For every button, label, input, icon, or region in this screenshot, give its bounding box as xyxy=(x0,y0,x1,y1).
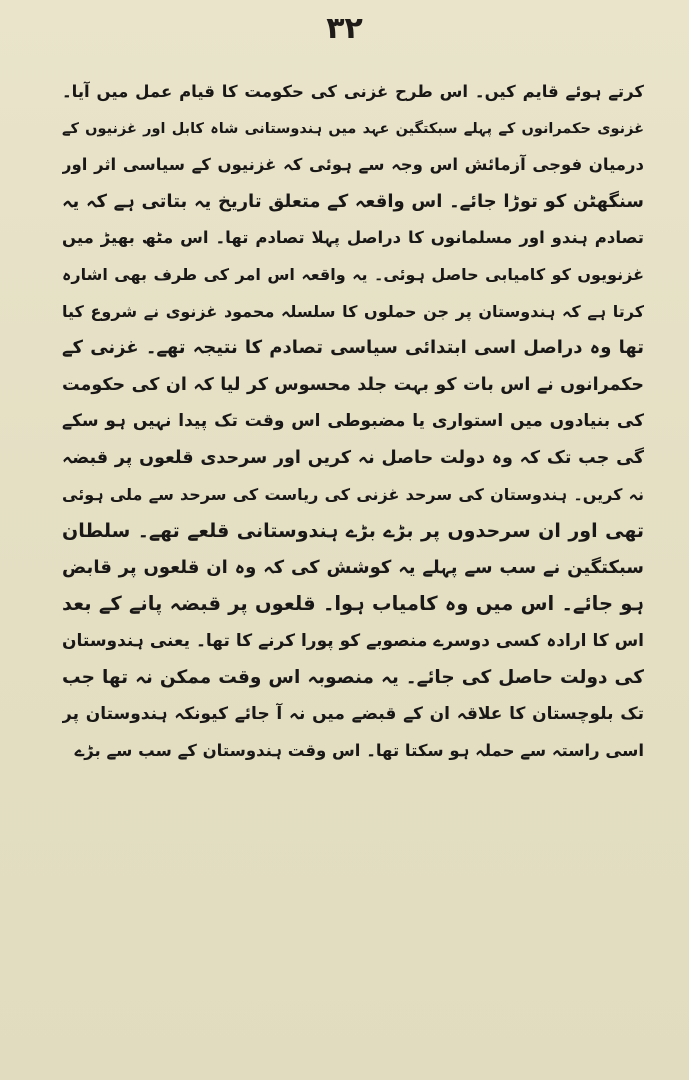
text-line: نہ کریں۔ ہندوستان کی سرحد غزنی کی ریاست کی سرحد سے ملی ہوئی xyxy=(62,484,644,504)
text-line: حکمرانوں نے اس بات کو بہت جلد محسوس کر لیا کہ ان کی حکومت xyxy=(62,374,644,395)
text-line: سبکتگین نے سب سے پہلے یہ کوشش کی کہ وہ ان قلعوں پر قابض xyxy=(62,556,644,578)
text-line: تک بلوچستان کا علاقہ ان کے قبضے میں نہ آ جائے کیونکہ ہندوستان پر xyxy=(62,704,644,725)
text-line: کرتے ہوئے قایم کیں۔ اس طرح غزنی کی حکومت کا قیام عمل میں آیا۔ xyxy=(62,82,644,101)
text-line: ہو جائے۔ اس میں وہ کامیاب ہوا۔ قلعوں پر قبضہ پانے کے بعد xyxy=(62,592,644,616)
text-line: گی جب تک کہ وہ دولت حاصل نہ کریں اور سرحدی قلعوں پر قبضہ xyxy=(62,447,644,468)
text-line: کرتا ہے کہ ہندوستان پر جن حملوں کا سلسلہ محمود غزنوی نے شروع کیا xyxy=(62,301,644,321)
text-line: اس کا ارادہ کسی دوسرے منصوبے کو پورا کرنے کا تھا۔ یعنی ہندوستان xyxy=(62,630,644,651)
text-line: تھا وہ دراصل اسی ابتدائی سیاسی تصادم کا نتیجہ تھے۔ غزنی کے xyxy=(62,337,644,359)
page-number: ۳۲ xyxy=(326,11,363,46)
text-line: غزنوی حکمرانوں کے پہلے سبکتگین عہد میں ہندوستانی شاہ کابل اور غزنیوں کے xyxy=(62,120,644,137)
text-line: تھی اور ان سرحدوں پر بڑے بڑے ہندوستانی قلعے تھے۔ سلطان xyxy=(62,520,644,543)
text-line: سنگھٹن کو توڑا جائے۔ اس واقعہ کے متعلق تاریخ یہ بتاتی ہے کہ یہ xyxy=(62,190,644,212)
text-line: کی دولت حاصل کی جائے۔ یہ منصوبہ اس وقت ممکن نہ تھا جب xyxy=(62,666,644,688)
text-line: غزنویوں کو کامیابی حاصل ہوئی۔ یہ واقعہ اس امر کی طرف بھی اشارہ xyxy=(62,264,644,284)
page-text xyxy=(62,74,644,769)
text-line: کی بنیادوں میں استواری یا مضبوطی اس وقت تک پیدا نہیں ہو سکے xyxy=(62,411,644,432)
text-line: تصادم ہندو اور مسلمانوں کا دراصل پہلا تصادم تھا۔ اس مٹھ بھیڑ میں xyxy=(62,228,644,248)
text-line: درمیان فوجی آزمائش اس وجہ سے ہوئی کہ غزنیوں کے سیاسی اثر اور xyxy=(62,155,644,175)
text-line: اسی راستہ سے حملہ ہو سکتا تھا۔ اس وقت ہندوستان کے سب سے بڑے xyxy=(74,740,644,760)
